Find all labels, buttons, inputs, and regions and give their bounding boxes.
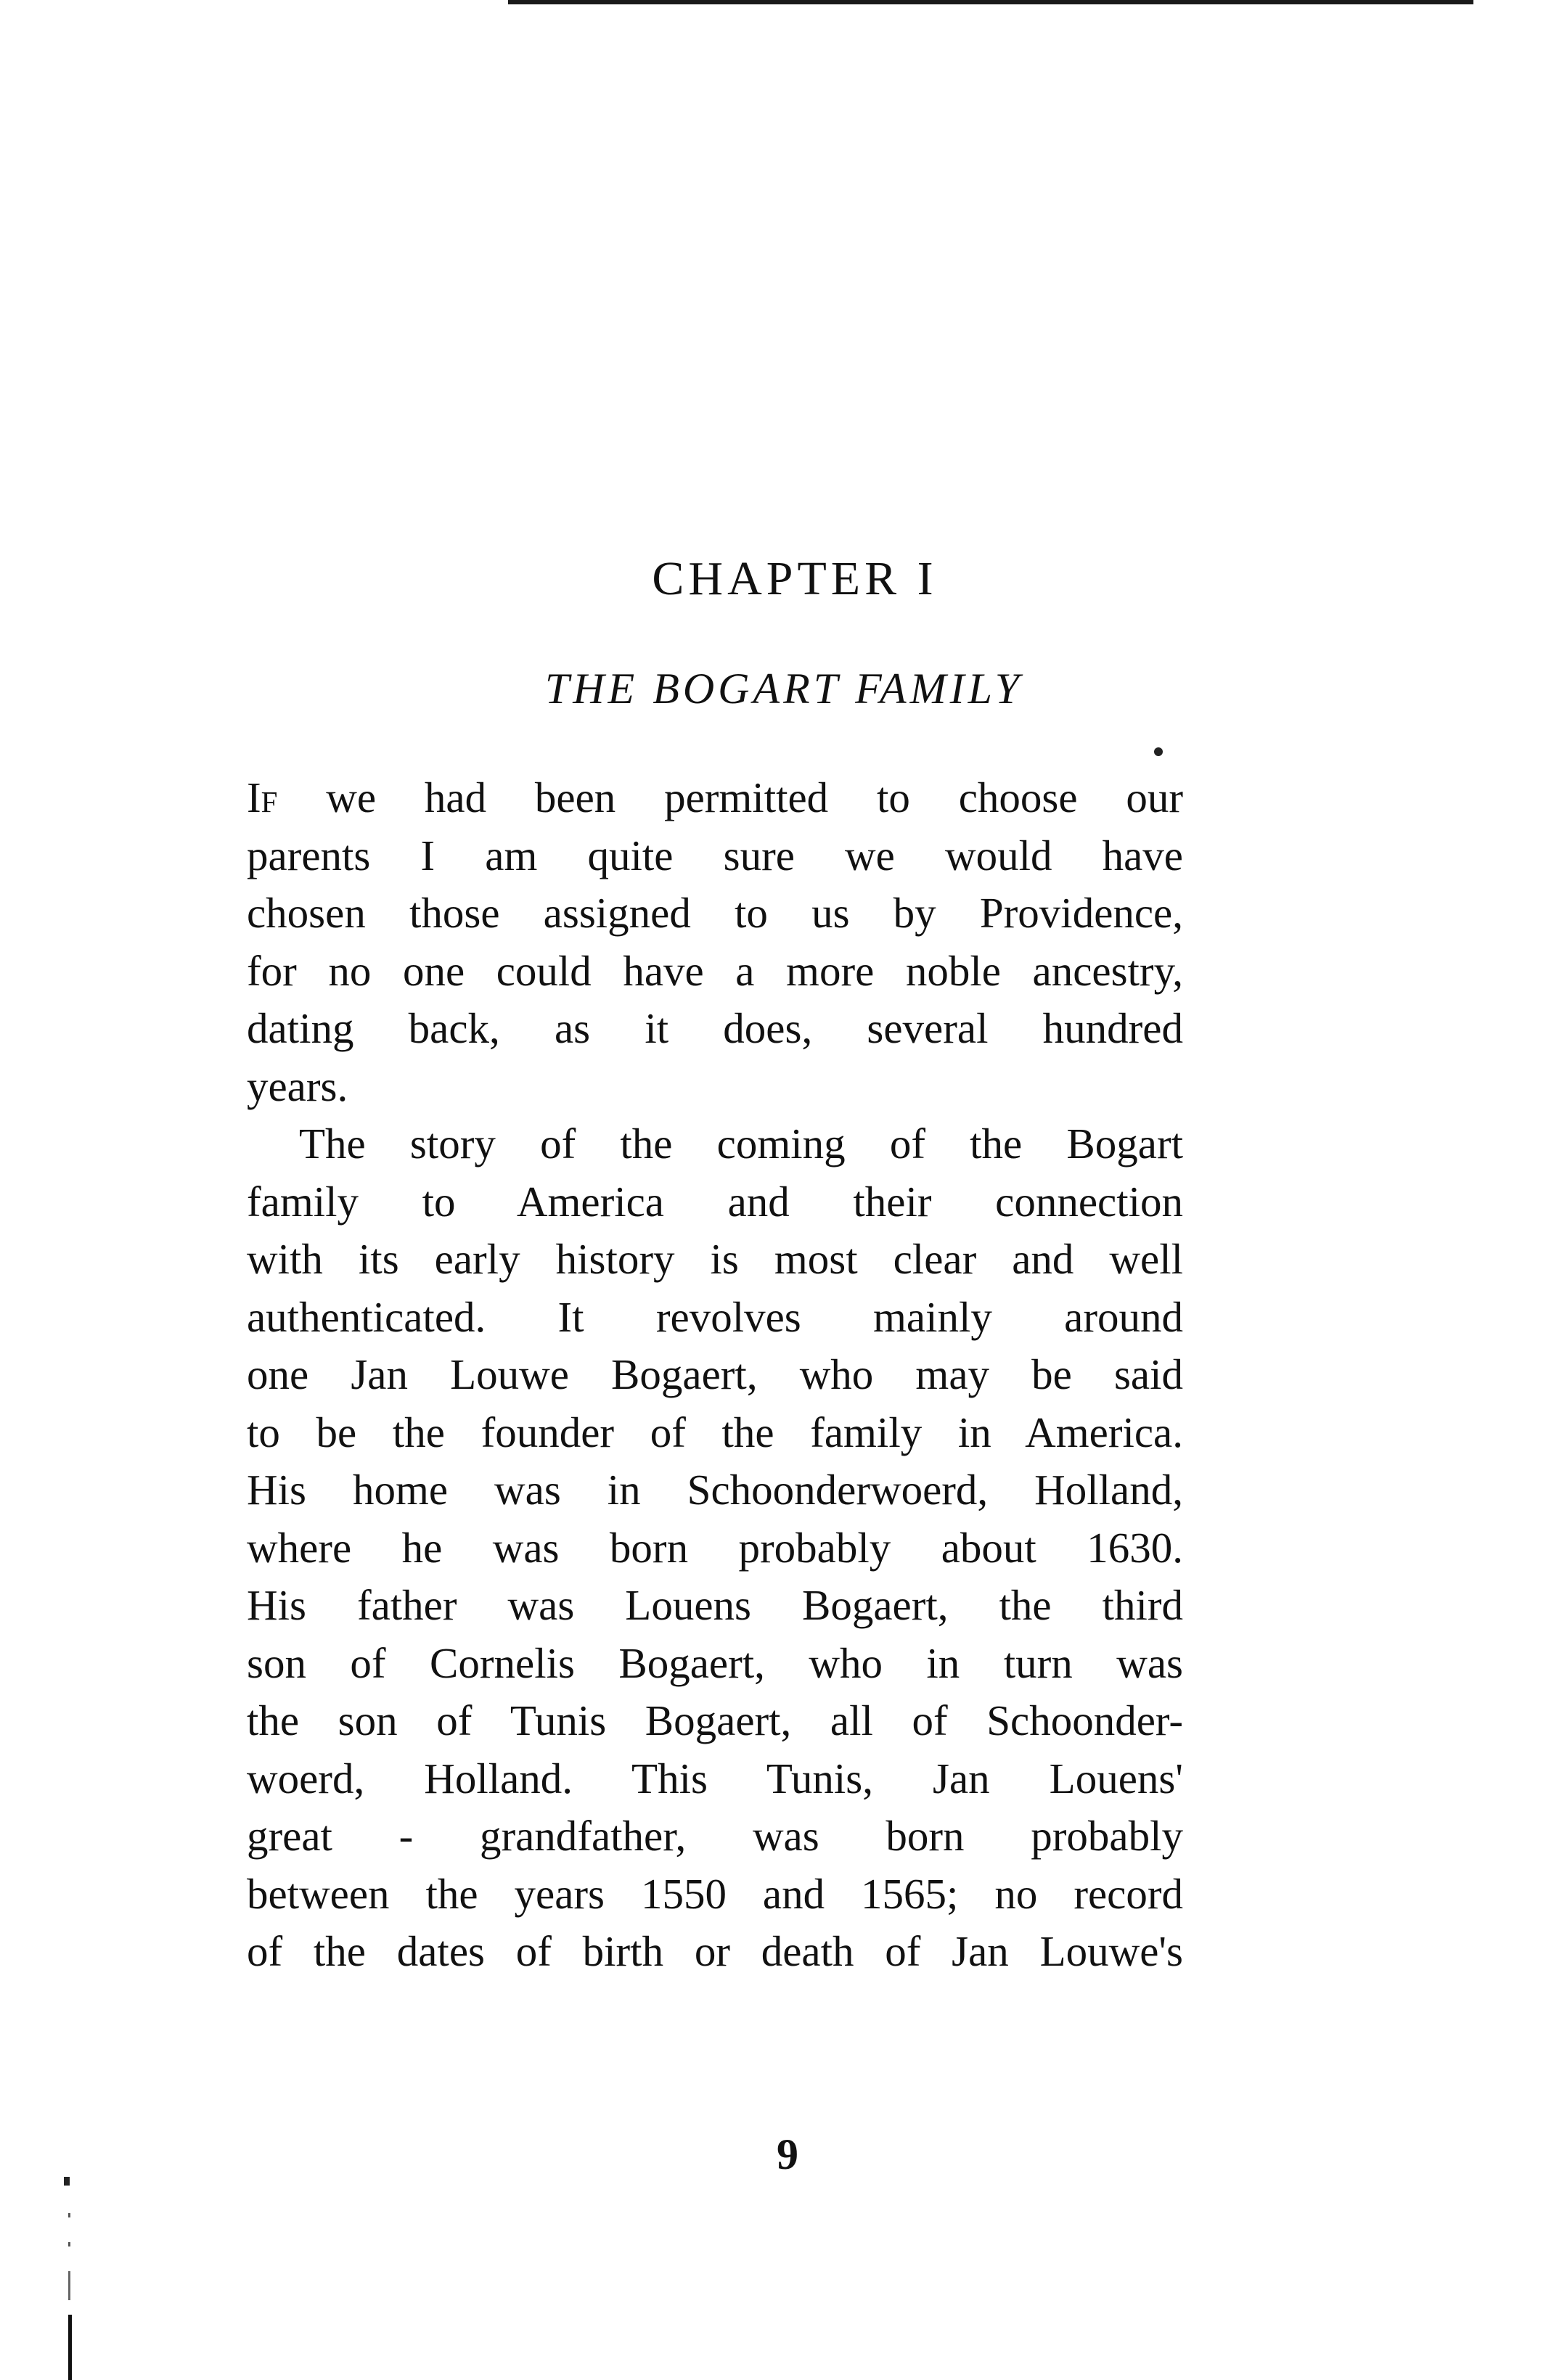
chapter-title: THE BOGART FAMILY — [544, 665, 1023, 713]
print-speck — [1154, 747, 1163, 756]
page-number: 9 — [777, 2130, 798, 2178]
body-text — [247, 769, 1183, 1981]
text-line-3: chosen those assigned to us by Providence, — [247, 889, 1183, 937]
text-line-18: woerd, Holland. This Tunis, Jan Louens' — [247, 1754, 1183, 1802]
text-line-6: years. — [247, 1062, 348, 1110]
text-line-13: His home was in Schoonderwoerd, Holland, — [247, 1466, 1183, 1514]
text-line-12: to be the founder of the family in America. — [247, 1408, 1183, 1456]
text-line-4: for no one could have a more noble ancestry, — [247, 946, 1183, 995]
initial-word: If — [247, 774, 278, 821]
text-line-15: His father was Louens Bogaert, the third — [247, 1581, 1183, 1629]
gutter-speck — [64, 2177, 70, 2186]
gutter-speck — [68, 2315, 72, 2380]
text-line-1 — [247, 769, 1183, 827]
chapter-heading: CHAPTER I — [652, 552, 938, 605]
binding-gutter-marks — [60, 2162, 81, 2380]
text-line-20: between the years 1550 and 1565; no record — [247, 1869, 1183, 1918]
text-line-17: the son of Tunis Bogaert, all of Schoonder- — [247, 1696, 1183, 1744]
text-line-1-rest: we had been permitted to choose our — [277, 774, 1183, 821]
text-line-10: authenticated. It revolves mainly around — [247, 1292, 1183, 1341]
text-line-19: great - grandfather, was born probably — [247, 1812, 1183, 1860]
gutter-speck — [68, 2213, 70, 2217]
gutter-speck — [68, 2271, 70, 2300]
text-line-11: one Jan Louwe Bogaert, who may be said — [247, 1350, 1183, 1398]
text-line-16: son of Cornelis Bogaert, who in turn was — [247, 1638, 1183, 1687]
text-line-21: of the dates of birth or death of Jan Louwe's — [247, 1927, 1183, 1975]
text-line-14: where he was born probably about 1630. — [247, 1523, 1183, 1572]
text-line-9: with its early history is most clear and well — [247, 1235, 1183, 1283]
text-line-7: The story of the coming of the Bogart — [299, 1120, 1183, 1168]
top-rule — [508, 0, 1473, 4]
gutter-speck — [68, 2242, 70, 2246]
text-line-2: parents I am quite sure we would have — [247, 831, 1183, 879]
text-line-8: family to America and their connection — [247, 1177, 1183, 1226]
text-line-5: dating back, as it does, several hundred — [247, 1004, 1183, 1052]
